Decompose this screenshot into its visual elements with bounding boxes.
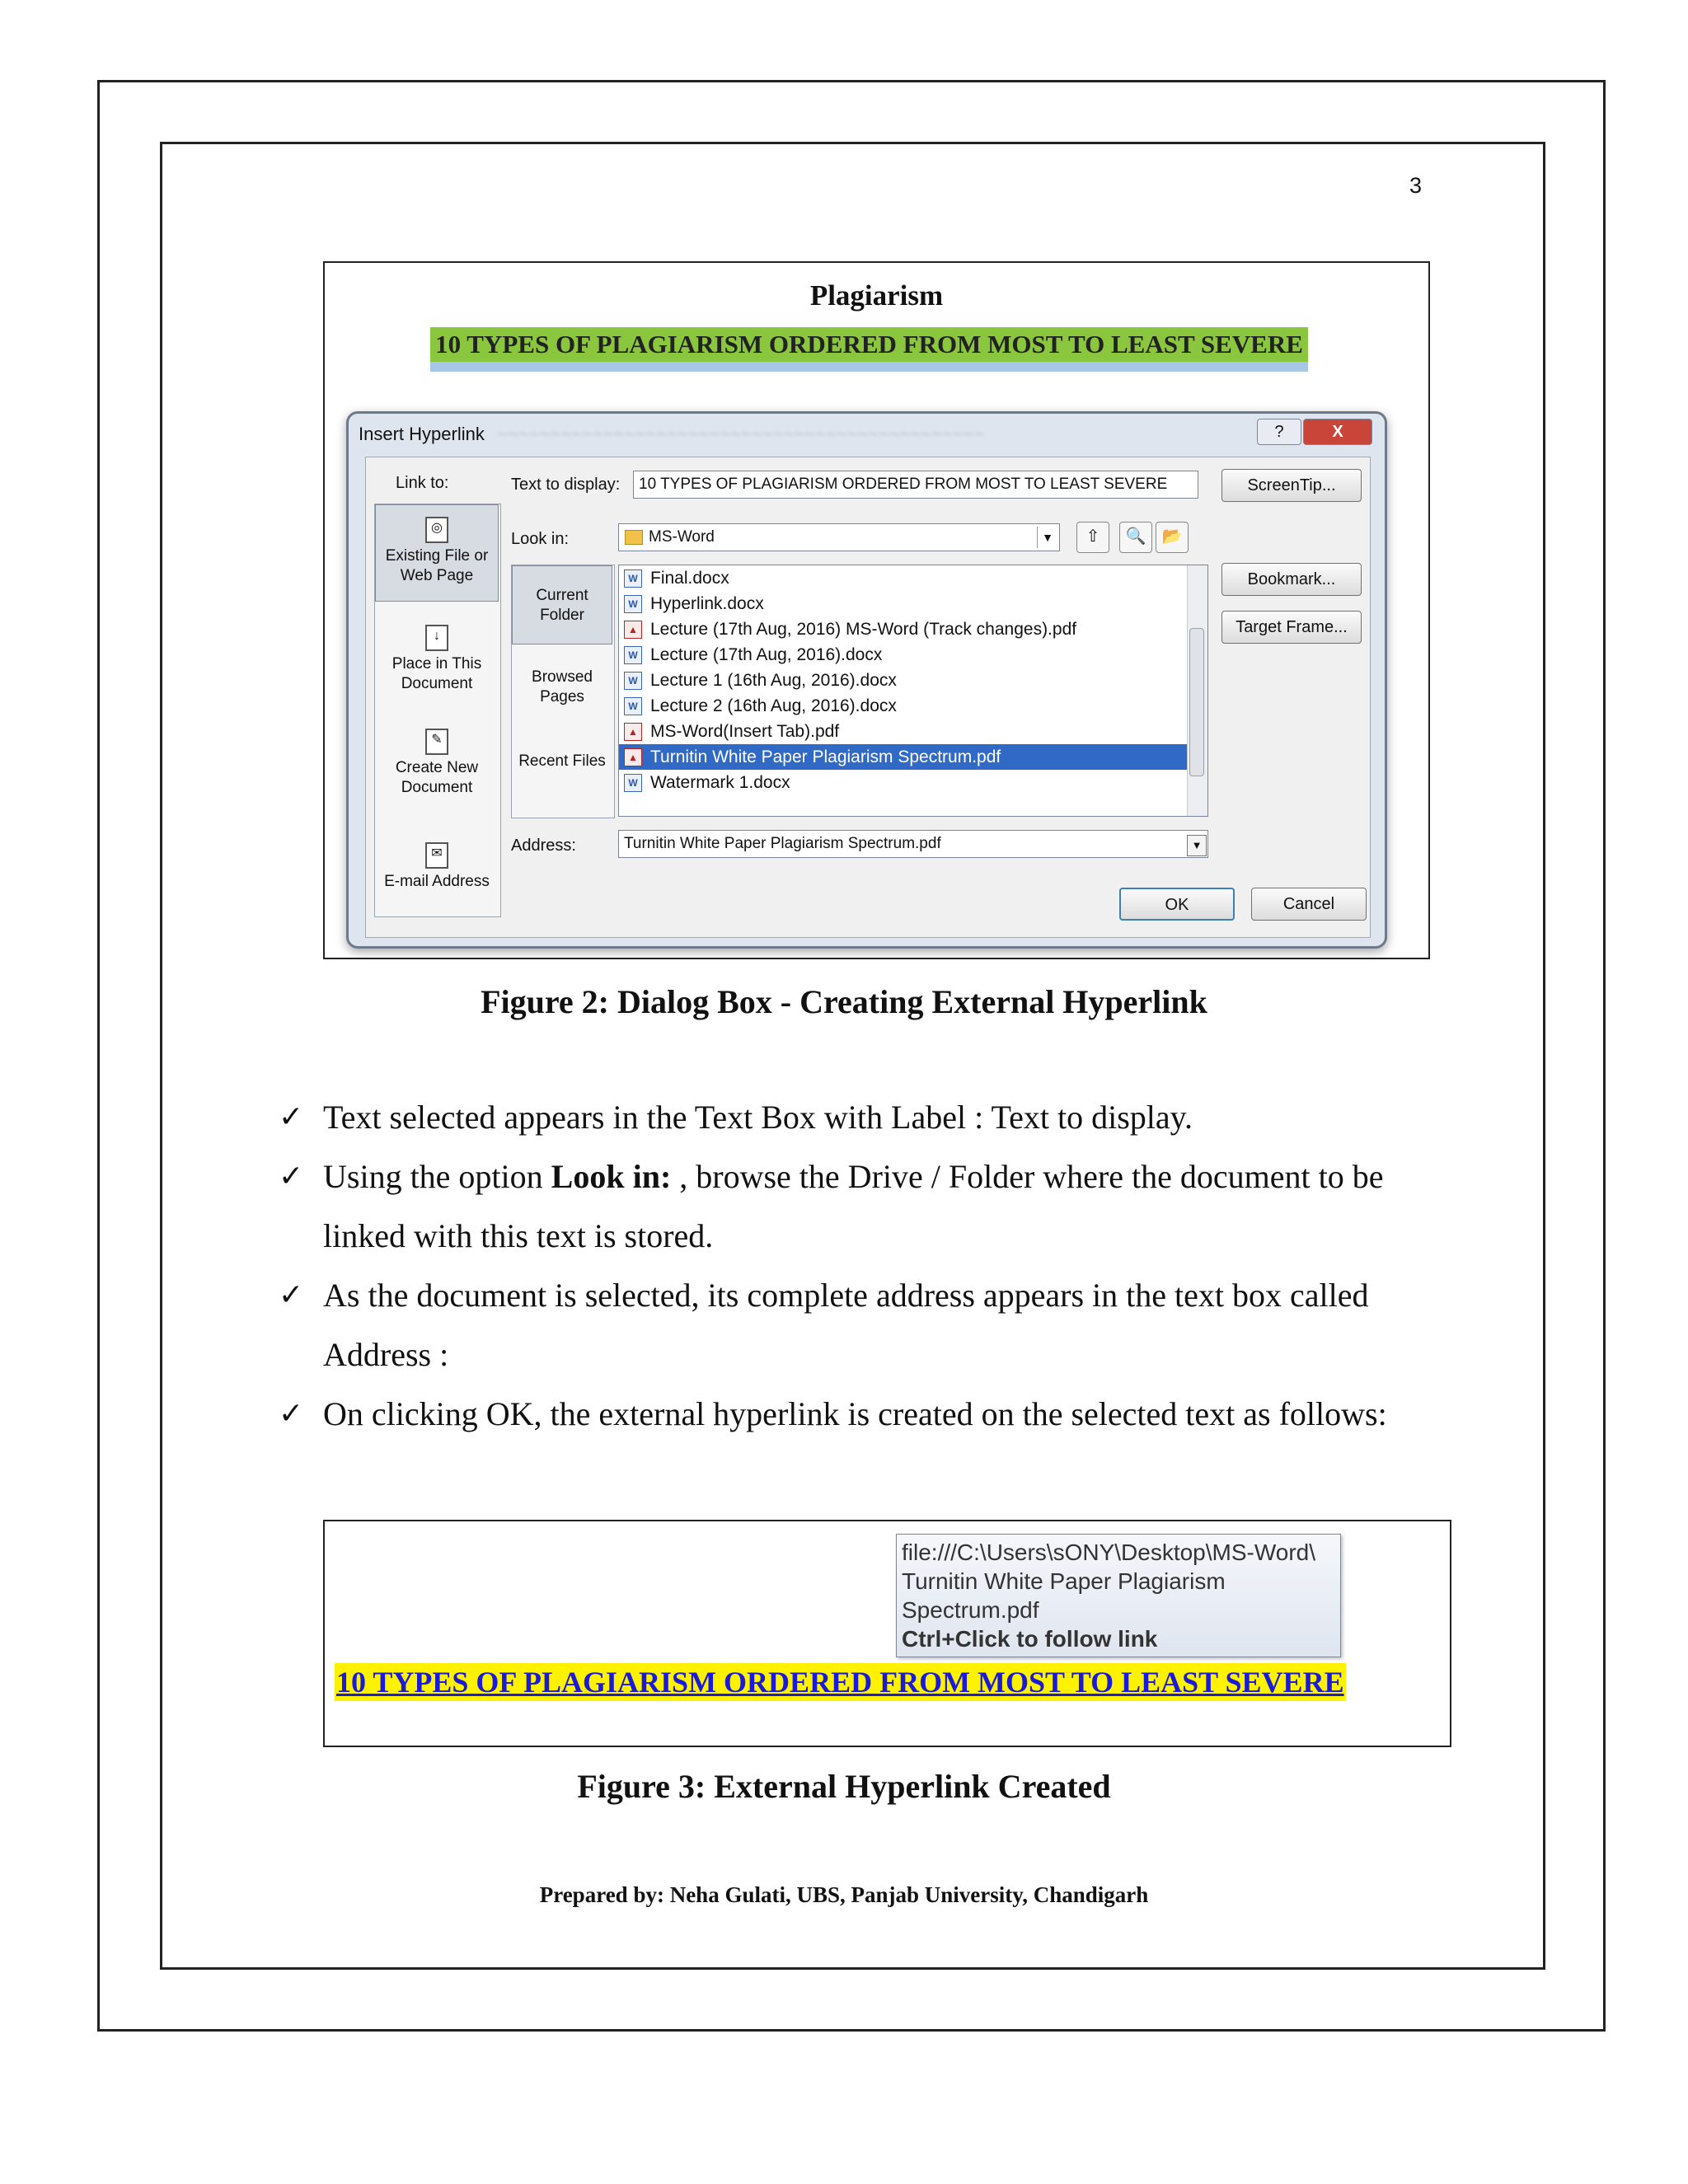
hyperlink-tooltip bbox=[896, 1534, 1341, 1657]
blurred-background-text: ~~~~~~~~~~~~~~~~~~~~~~~~~~~~~~~~~~~~~~~~~~~~~~ bbox=[497, 424, 984, 442]
look-in-select[interactable] bbox=[618, 523, 1060, 551]
link-to-item-label: Create New Document bbox=[395, 759, 479, 796]
pdf-file-icon: ▲ bbox=[624, 621, 642, 639]
link-to-email[interactable] bbox=[375, 842, 499, 892]
bullet-text: On clicking OK, the external hyperlink is created on the selected text as follows: bbox=[323, 1395, 1387, 1432]
folder-icon bbox=[625, 530, 643, 545]
file-name: Lecture 2 (16th Aug, 2016).docx bbox=[650, 696, 897, 715]
address-label: Address: bbox=[511, 837, 576, 855]
browsed-pages-tab[interactable]: Browsed Pages bbox=[532, 668, 593, 705]
link-to-label: Link to: bbox=[396, 474, 449, 492]
word-file-icon: W bbox=[624, 569, 642, 588]
up-folder-icon[interactable]: ⇧ bbox=[1076, 522, 1109, 553]
checkmark-icon: ✓ bbox=[279, 1278, 304, 1312]
file-list-item[interactable] bbox=[619, 668, 1207, 693]
file-list-item[interactable] bbox=[619, 642, 1207, 668]
look-in-label: Look in: bbox=[511, 530, 570, 548]
checkmark-icon: ✓ bbox=[279, 1160, 304, 1193]
word-file-icon: W bbox=[624, 672, 642, 690]
created-hyperlink[interactable]: 10 TYPES OF PLAGIARISM ORDERED FROM MOST TO LEAST SEVERE bbox=[335, 1663, 1346, 1701]
bullet-list bbox=[272, 1088, 1442, 1444]
file-name: Lecture (17th Aug, 2016) MS-Word (Track changes).pdf bbox=[650, 620, 1077, 639]
browse-panel bbox=[511, 565, 615, 818]
browse-web-icon[interactable]: 🔍 bbox=[1119, 522, 1152, 553]
link-to-existing-file[interactable] bbox=[375, 504, 499, 602]
cancel-button[interactable]: Cancel bbox=[1251, 888, 1367, 921]
bullet-text: , browse the Drive / Folder where the document to be linked with this text is stored. bbox=[323, 1158, 1384, 1254]
checkmark-icon: ✓ bbox=[279, 1100, 304, 1134]
dialog-body bbox=[365, 457, 1371, 938]
word-file-icon: W bbox=[624, 774, 642, 792]
target-frame-button[interactable]: Target Frame... bbox=[1221, 611, 1362, 644]
link-to-new-document[interactable] bbox=[375, 729, 499, 798]
footer-credit: Prepared by: Neha Gulati, UBS, Panjab University, Chandigarh bbox=[539, 1882, 1149, 1907]
checkmark-icon: ✓ bbox=[279, 1397, 304, 1431]
link-to-item-label: Existing File or Web Page bbox=[385, 547, 489, 584]
file-list-scrollbar[interactable] bbox=[1187, 565, 1207, 816]
bullet-emphasis: Look in: bbox=[551, 1158, 672, 1195]
document-anchor-icon: ↓ bbox=[425, 625, 448, 651]
text-to-display-input[interactable]: 10 TYPES OF PLAGIARISM ORDERED FROM MOST TO LEAST SEVERE bbox=[633, 471, 1198, 499]
tooltip-line: Ctrl+Click to follow link bbox=[902, 1626, 1158, 1652]
globe-file-icon: ◎ bbox=[425, 517, 448, 543]
link-to-item-label: Place in This Document bbox=[392, 655, 482, 692]
doc-title: Plagiarism bbox=[809, 279, 944, 312]
recent-files-tab[interactable]: Recent Files bbox=[518, 752, 606, 770]
bullet-item bbox=[272, 1266, 1442, 1385]
bullet-text: Using the option bbox=[323, 1158, 551, 1195]
ok-button[interactable]: OK bbox=[1119, 888, 1235, 921]
figure-3-screenshot bbox=[323, 1520, 1451, 1747]
address-input[interactable]: Turnitin White Paper Plagiarism Spectrum.pdf bbox=[618, 830, 1208, 858]
figure-3-caption: Figure 3: External Hyperlink Created bbox=[577, 1768, 1111, 1805]
tooltip-line: Turnitin White Paper Plagiarism bbox=[902, 1568, 1226, 1594]
file-list-item[interactable] bbox=[619, 565, 1207, 591]
bookmark-button[interactable]: Bookmark... bbox=[1221, 563, 1362, 596]
link-to-item-label: E-mail Address bbox=[384, 873, 490, 890]
file-list-item[interactable] bbox=[619, 693, 1207, 719]
insert-hyperlink-dialog bbox=[346, 411, 1387, 949]
word-file-icon: W bbox=[624, 697, 642, 715]
new-document-icon: ✎ bbox=[425, 729, 448, 755]
figure-2-caption: Figure 2: Dialog Box - Creating External Hyperlink bbox=[481, 983, 1207, 1020]
tooltip-line: file:///C:\Users\sONY\Desktop\MS-Word\ bbox=[902, 1540, 1316, 1565]
screentip-button[interactable]: ScreenTip... bbox=[1221, 469, 1362, 502]
file-name: Turnitin White Paper Plagiarism Spectrum.pdf bbox=[650, 748, 1001, 766]
file-name: Lecture 1 (16th Aug, 2016).docx bbox=[650, 671, 897, 690]
close-button[interactable]: X bbox=[1303, 419, 1372, 445]
file-name: Final.docx bbox=[650, 569, 729, 588]
bullet-text: As the document is selected, its complete address appears in the text box called Address : bbox=[323, 1277, 1369, 1373]
page-number: 3 bbox=[1409, 173, 1423, 198]
word-file-icon: W bbox=[624, 595, 642, 613]
file-list[interactable] bbox=[618, 565, 1208, 817]
browse-file-icon[interactable]: 📂 bbox=[1156, 522, 1189, 553]
file-list-item[interactable] bbox=[619, 591, 1207, 616]
chevron-down-icon[interactable]: ▼ bbox=[1187, 835, 1207, 856]
doc-heading-highlighted: 10 TYPES OF PLAGIARISM ORDERED FROM MOST TO LEAST SEVERE bbox=[430, 327, 1308, 362]
dialog-title: Insert Hyperlink bbox=[359, 424, 485, 444]
file-list-item[interactable] bbox=[619, 616, 1207, 642]
chevron-down-icon[interactable]: ▼ bbox=[1037, 527, 1057, 548]
bullet-item bbox=[272, 1147, 1442, 1266]
bullet-item bbox=[272, 1385, 1442, 1444]
tooltip-line: Spectrum.pdf bbox=[902, 1597, 1039, 1623]
figure-2-screenshot bbox=[323, 261, 1430, 959]
bullet-item bbox=[272, 1088, 1442, 1147]
file-list-item[interactable] bbox=[619, 744, 1207, 770]
email-icon: ✉ bbox=[425, 842, 448, 869]
file-name: Watermark 1.docx bbox=[650, 773, 790, 792]
file-list-item[interactable] bbox=[619, 719, 1207, 744]
scroll-thumb[interactable] bbox=[1189, 628, 1204, 776]
word-file-icon: W bbox=[624, 646, 642, 664]
heading-selection-bar bbox=[430, 362, 1308, 372]
pdf-file-icon: ▲ bbox=[624, 748, 642, 766]
link-to-panel bbox=[374, 504, 501, 917]
link-to-place-in-document[interactable] bbox=[375, 625, 499, 694]
file-name: Lecture (17th Aug, 2016).docx bbox=[650, 645, 883, 664]
look-in-value: MS-Word bbox=[649, 528, 715, 546]
help-button[interactable]: ? bbox=[1257, 419, 1301, 445]
file-list-item[interactable] bbox=[619, 770, 1207, 795]
file-name: Hyperlink.docx bbox=[650, 594, 764, 613]
text-to-display-label: Text to display: bbox=[511, 476, 621, 494]
file-name: MS-Word(Insert Tab).pdf bbox=[650, 722, 840, 741]
current-folder-tab[interactable]: Current Folder bbox=[512, 565, 612, 644]
pdf-file-icon: ▲ bbox=[624, 723, 642, 741]
bullet-text: Text selected appears in the Text Box with Label : Text to display. bbox=[323, 1099, 1193, 1136]
